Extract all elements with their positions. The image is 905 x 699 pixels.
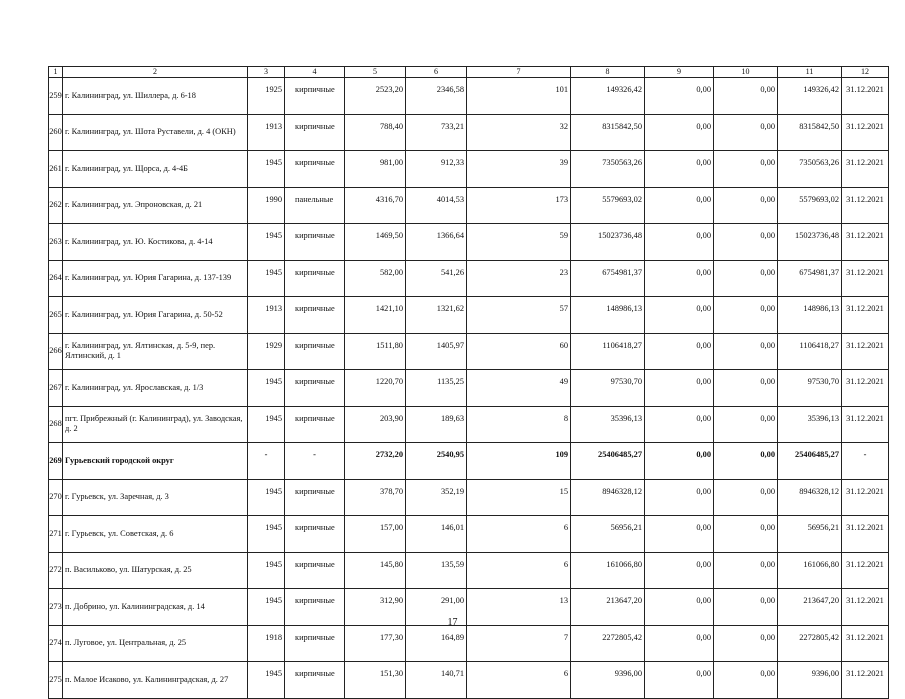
area-total-cell: 312,90 <box>345 589 406 626</box>
column-number: 3 <box>248 67 285 78</box>
date-cell: 31.12.2021 <box>842 78 889 115</box>
row-number: 260 <box>49 114 63 151</box>
amount-cell: 0,00 <box>714 297 778 334</box>
table-row <box>49 333 889 370</box>
amount-cell: 0,00 <box>645 625 714 662</box>
address-cell: п. Малое Исаково, ул. Калининградская, д. 27 <box>63 662 248 699</box>
amount-cell: 148986,13 <box>778 297 842 334</box>
wall-material-cell: кирпичные <box>285 151 345 188</box>
address-cell: г. Калининград, ул. Ярославская, д. 1/3 <box>63 370 248 407</box>
table-row <box>49 370 889 407</box>
date-cell: 31.12.2021 <box>842 589 889 626</box>
date-cell: 31.12.2021 <box>842 333 889 370</box>
address-cell: г. Калининград, ул. Щорса, д. 4-4Б <box>63 151 248 188</box>
address-cell: г. Гурьевск, ул. Советская, д. 6 <box>63 516 248 553</box>
wall-material-cell: кирпичные <box>285 370 345 407</box>
address-cell: г. Калининград, ул. Шота Руставели, д. 4 (ОКН) <box>63 114 248 151</box>
wall-material-cell: кирпичные <box>285 625 345 662</box>
area-total-cell: 2732,20 <box>345 443 406 480</box>
amount-cell: 8315842,50 <box>778 114 842 151</box>
date-cell: 31.12.2021 <box>842 479 889 516</box>
wall-material-cell: кирпичные <box>285 552 345 589</box>
amount-cell: 0,00 <box>714 552 778 589</box>
wall-material-cell: кирпичные <box>285 78 345 115</box>
residents-cell: 109 <box>467 443 571 480</box>
area-living-cell: 352,19 <box>406 479 467 516</box>
year-cell: 1990 <box>248 187 285 224</box>
amount-cell: 149326,42 <box>778 78 842 115</box>
amount-cell: 56956,21 <box>778 516 842 553</box>
area-living-cell: 135,59 <box>406 552 467 589</box>
column-number: 10 <box>714 67 778 78</box>
address-cell: п. Васильково, ул. Шатурская, д. 25 <box>63 552 248 589</box>
row-number: 270 <box>49 479 63 516</box>
wall-material-cell: кирпичные <box>285 333 345 370</box>
column-number: 8 <box>571 67 645 78</box>
address-cell: г. Гурьевск, ул. Заречная, д. 3 <box>63 479 248 516</box>
area-total-cell: 145,80 <box>345 552 406 589</box>
residents-cell: 60 <box>467 333 571 370</box>
amount-cell: 0,00 <box>714 370 778 407</box>
amount-cell: 25406485,27 <box>778 443 842 480</box>
area-total-cell: 157,00 <box>345 516 406 553</box>
amount-cell: 8946328,12 <box>778 479 842 516</box>
wall-material-cell: панельные <box>285 187 345 224</box>
amount-cell: 6754981,37 <box>571 260 645 297</box>
area-living-cell: 189,63 <box>406 406 467 443</box>
area-total-cell: 981,00 <box>345 151 406 188</box>
amount-cell: 0,00 <box>645 370 714 407</box>
date-cell: 31.12.2021 <box>842 260 889 297</box>
year-cell: - <box>248 443 285 480</box>
amount-cell: 148986,13 <box>571 297 645 334</box>
address-cell: г. Калининград, ул. Юрия Гагарина, д. 50-52 <box>63 297 248 334</box>
amount-cell: 149326,42 <box>571 78 645 115</box>
area-living-cell: 1135,25 <box>406 370 467 407</box>
year-cell: 1945 <box>248 224 285 261</box>
year-cell: 1945 <box>248 151 285 188</box>
row-number: 261 <box>49 151 63 188</box>
amount-cell: 0,00 <box>645 443 714 480</box>
amount-cell: 0,00 <box>645 260 714 297</box>
column-number: 12 <box>842 67 889 78</box>
row-number: 273 <box>49 589 63 626</box>
amount-cell: 161066,80 <box>571 552 645 589</box>
row-number: 274 <box>49 625 63 662</box>
amount-cell: 0,00 <box>714 187 778 224</box>
row-number: 263 <box>49 224 63 261</box>
column-number: 6 <box>406 67 467 78</box>
amount-cell: 15023736,48 <box>571 224 645 261</box>
area-total-cell: 2523,20 <box>345 78 406 115</box>
year-cell: 1913 <box>248 114 285 151</box>
area-total-cell: 177,30 <box>345 625 406 662</box>
wall-material-cell: кирпичные <box>285 114 345 151</box>
amount-cell: 0,00 <box>714 479 778 516</box>
residents-cell: 32 <box>467 114 571 151</box>
year-cell: 1945 <box>248 589 285 626</box>
amount-cell: 2272805,42 <box>571 625 645 662</box>
amount-cell: 0,00 <box>714 625 778 662</box>
wall-material-cell: кирпичные <box>285 516 345 553</box>
wall-material-cell: кирпичные <box>285 662 345 699</box>
amount-cell: 0,00 <box>714 224 778 261</box>
amount-cell: 0,00 <box>645 406 714 443</box>
area-total-cell: 1469,50 <box>345 224 406 261</box>
date-cell: 31.12.2021 <box>842 552 889 589</box>
residents-cell: 13 <box>467 589 571 626</box>
year-cell: 1929 <box>248 333 285 370</box>
amount-cell: 9396,00 <box>778 662 842 699</box>
table-row <box>49 297 889 334</box>
address-cell: г. Калининград, ул. Эпроновская, д. 21 <box>63 187 248 224</box>
table-row <box>49 516 889 553</box>
amount-cell: 0,00 <box>645 297 714 334</box>
column-number: 11 <box>778 67 842 78</box>
amount-cell: 0,00 <box>645 224 714 261</box>
table-row <box>49 78 889 115</box>
amount-cell: 213647,20 <box>571 589 645 626</box>
residents-cell: 39 <box>467 151 571 188</box>
amount-cell: 1106418,27 <box>778 333 842 370</box>
amount-cell: 0,00 <box>645 516 714 553</box>
amount-cell: 0,00 <box>714 406 778 443</box>
area-total-cell: 582,00 <box>345 260 406 297</box>
area-living-cell: 2346,58 <box>406 78 467 115</box>
wall-material-cell: кирпичные <box>285 479 345 516</box>
table-row <box>49 479 889 516</box>
area-total-cell: 788,40 <box>345 114 406 151</box>
area-living-cell: 1321,62 <box>406 297 467 334</box>
amount-cell: 0,00 <box>714 114 778 151</box>
table-row <box>49 187 889 224</box>
row-number: 275 <box>49 662 63 699</box>
amount-cell: 6754981,37 <box>778 260 842 297</box>
column-number: 7 <box>467 67 571 78</box>
date-cell: 31.12.2021 <box>842 187 889 224</box>
amount-cell: 0,00 <box>714 662 778 699</box>
amount-cell: 35396,13 <box>778 406 842 443</box>
row-number: 264 <box>49 260 63 297</box>
year-cell: 1945 <box>248 370 285 407</box>
table-row <box>49 662 889 699</box>
residents-cell: 23 <box>467 260 571 297</box>
amount-cell: 213647,20 <box>778 589 842 626</box>
area-total-cell: 378,70 <box>345 479 406 516</box>
area-living-cell: 164,89 <box>406 625 467 662</box>
wall-material-cell: кирпичные <box>285 297 345 334</box>
amount-cell: 25406485,27 <box>571 443 645 480</box>
year-cell: 1945 <box>248 552 285 589</box>
amount-cell: 0,00 <box>714 151 778 188</box>
amount-cell: 0,00 <box>645 662 714 699</box>
amount-cell: 0,00 <box>714 443 778 480</box>
date-cell: 31.12.2021 <box>842 662 889 699</box>
amount-cell: 97530,70 <box>571 370 645 407</box>
row-number: 272 <box>49 552 63 589</box>
date-cell: 31.12.2021 <box>842 370 889 407</box>
wall-material-cell: кирпичные <box>285 260 345 297</box>
amount-cell: 97530,70 <box>778 370 842 407</box>
residents-cell: 6 <box>467 516 571 553</box>
amount-cell: 0,00 <box>645 187 714 224</box>
row-number: 259 <box>49 78 63 115</box>
column-number: 1 <box>49 67 63 78</box>
row-number: 265 <box>49 297 63 334</box>
address-cell: г. Калининград, ул. Юрия Гагарина, д. 137-139 <box>63 260 248 297</box>
address-cell: пгт. Прибрежный (г. Калининград), ул. Заводская, д. 2 <box>63 406 248 443</box>
amount-cell: 0,00 <box>645 78 714 115</box>
residents-cell: 173 <box>467 187 571 224</box>
column-number-row <box>49 67 889 78</box>
area-total-cell: 4316,70 <box>345 187 406 224</box>
address-cell: г. Калининград, ул. Ялтинская, д. 5-9, пер. Ялтинский, д. 1 <box>63 333 248 370</box>
row-number: 268 <box>49 406 63 443</box>
date-cell: 31.12.2021 <box>842 297 889 334</box>
amount-cell: 0,00 <box>714 589 778 626</box>
amount-cell: 0,00 <box>645 114 714 151</box>
residents-cell: 6 <box>467 552 571 589</box>
date-cell: 31.12.2021 <box>842 114 889 151</box>
area-living-cell: 4014,53 <box>406 187 467 224</box>
area-living-cell: 2540,95 <box>406 443 467 480</box>
area-total-cell: 1421,10 <box>345 297 406 334</box>
amount-cell: 15023736,48 <box>778 224 842 261</box>
amount-cell: 35396,13 <box>571 406 645 443</box>
residents-cell: 6 <box>467 662 571 699</box>
wall-material-cell: кирпичные <box>285 589 345 626</box>
amount-cell: 0,00 <box>645 151 714 188</box>
column-number: 2 <box>63 67 248 78</box>
residents-cell: 57 <box>467 297 571 334</box>
table-row <box>49 114 889 151</box>
address-cell: п. Луговое, ул. Центральная, д. 25 <box>63 625 248 662</box>
wall-material-cell: кирпичные <box>285 224 345 261</box>
residents-cell: 101 <box>467 78 571 115</box>
year-cell: 1913 <box>248 297 285 334</box>
residents-cell: 49 <box>467 370 571 407</box>
year-cell: 1945 <box>248 479 285 516</box>
table-row <box>49 260 889 297</box>
column-number: 9 <box>645 67 714 78</box>
row-number: 267 <box>49 370 63 407</box>
residents-cell: 8 <box>467 406 571 443</box>
area-living-cell: 1366,64 <box>406 224 467 261</box>
amount-cell: 0,00 <box>645 333 714 370</box>
amount-cell: 0,00 <box>714 260 778 297</box>
area-total-cell: 203,90 <box>345 406 406 443</box>
area-living-cell: 733,21 <box>406 114 467 151</box>
wall-material-cell: кирпичные <box>285 406 345 443</box>
table-row <box>49 406 889 443</box>
table-row <box>49 151 889 188</box>
date-cell: 31.12.2021 <box>842 151 889 188</box>
date-cell: 31.12.2021 <box>842 516 889 553</box>
amount-cell: 2272805,42 <box>778 625 842 662</box>
date-cell: - <box>842 443 889 480</box>
row-number: 266 <box>49 333 63 370</box>
area-total-cell: 1511,80 <box>345 333 406 370</box>
year-cell: 1918 <box>248 625 285 662</box>
column-number: 5 <box>345 67 406 78</box>
amount-cell: 0,00 <box>714 516 778 553</box>
year-cell: 1945 <box>248 662 285 699</box>
area-total-cell: 151,30 <box>345 662 406 699</box>
amount-cell: 8946328,12 <box>571 479 645 516</box>
date-cell: 31.12.2021 <box>842 625 889 662</box>
date-cell: 31.12.2021 <box>842 224 889 261</box>
amount-cell: 7350563,26 <box>571 151 645 188</box>
area-living-cell: 140,71 <box>406 662 467 699</box>
amount-cell: 1106418,27 <box>571 333 645 370</box>
area-living-cell: 541,26 <box>406 260 467 297</box>
wall-material-cell: - <box>285 443 345 480</box>
page-number: 17 <box>447 617 458 628</box>
row-number: 271 <box>49 516 63 553</box>
year-cell: 1945 <box>248 260 285 297</box>
amount-cell: 56956,21 <box>571 516 645 553</box>
amount-cell: 8315842,50 <box>571 114 645 151</box>
area-living-cell: 291,00 <box>406 589 467 626</box>
area-living-cell: 1405,97 <box>406 333 467 370</box>
amount-cell: 9396,00 <box>571 662 645 699</box>
row-number: 269 <box>49 443 63 480</box>
residents-cell: 59 <box>467 224 571 261</box>
date-cell: 31.12.2021 <box>842 406 889 443</box>
column-number: 4 <box>285 67 345 78</box>
address-cell: Гурьевский городской округ <box>63 443 248 480</box>
year-cell: 1945 <box>248 516 285 553</box>
residents-cell: 7 <box>467 625 571 662</box>
table-row <box>49 552 889 589</box>
table-row <box>49 625 889 662</box>
amount-cell: 0,00 <box>714 333 778 370</box>
address-cell: г. Калининград, ул. Шиллера, д. 6-18 <box>63 78 248 115</box>
address-cell: г. Калининград, ул. Ю. Костикова, д. 4-14 <box>63 224 248 261</box>
amount-cell: 0,00 <box>714 78 778 115</box>
amount-cell: 5579693,02 <box>778 187 842 224</box>
register-table <box>48 66 889 699</box>
amount-cell: 0,00 <box>645 589 714 626</box>
row-number: 262 <box>49 187 63 224</box>
amount-cell: 161066,80 <box>778 552 842 589</box>
amount-cell: 0,00 <box>645 479 714 516</box>
amount-cell: 0,00 <box>645 552 714 589</box>
area-living-cell: 912,33 <box>406 151 467 188</box>
area-total-cell: 1220,70 <box>345 370 406 407</box>
year-cell: 1945 <box>248 406 285 443</box>
year-cell: 1925 <box>248 78 285 115</box>
amount-cell: 7350563,26 <box>778 151 842 188</box>
area-living-cell: 146,01 <box>406 516 467 553</box>
address-cell: п. Добрино, ул. Калининградская, д. 14 <box>63 589 248 626</box>
table-row <box>49 224 889 261</box>
amount-cell: 5579693,02 <box>571 187 645 224</box>
residents-cell: 15 <box>467 479 571 516</box>
subtotal-row <box>49 443 889 480</box>
